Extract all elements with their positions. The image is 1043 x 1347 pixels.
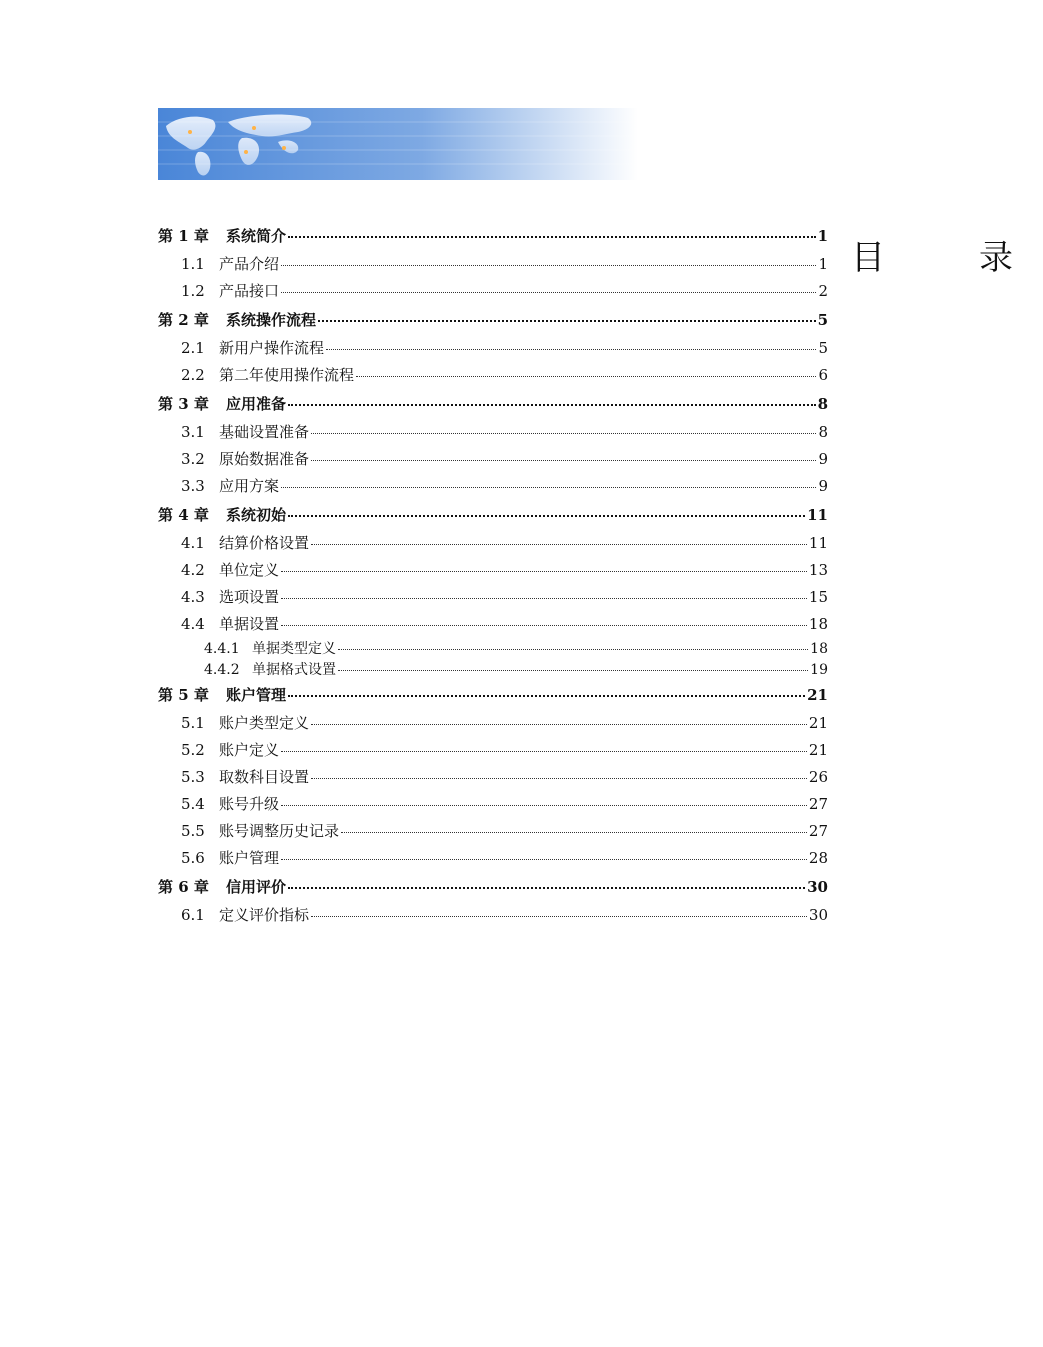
toc-entry-number: 6.1 [181,906,205,924]
toc-entry-chapter[interactable] [158,680,828,710]
toc-entry-page-number: 6 [818,366,828,384]
toc-entry-section[interactable] [158,791,828,818]
toc-entry-number: 第 2 章 [158,311,209,329]
toc-entry-number: 4.2 [181,561,205,579]
toc-dot-leader [281,790,807,806]
toc-entry-title: 新用户操作流程 [219,339,325,357]
toc-dot-leader [311,763,807,779]
toc-entry-title: 产品介绍 [219,255,280,273]
toc-entry-number: 3.1 [181,423,205,441]
toc-entry-page-number: 5 [818,339,828,357]
toc-entry-title: 应用准备 [226,395,287,413]
toc-dot-leader [311,418,816,434]
toc-entry-title: 账户定义 [219,741,280,759]
toc-entry-section[interactable] [158,557,828,584]
toc-entry-number: 3.3 [181,477,205,495]
toc-entry-chapter[interactable] [158,389,828,419]
toc-entry-title: 定义评价指标 [219,906,310,924]
toc-entry-page-number: 30 [807,878,828,896]
toc-entry-section[interactable] [158,584,828,611]
toc-entry-number: 5.5 [181,822,205,840]
toc-entry-section[interactable] [158,764,828,791]
toc-dot-leader [281,583,807,599]
toc-dot-leader [281,250,816,266]
toc-entry-number: 第 1 章 [158,227,209,245]
toc-entry-number: 3.2 [181,450,205,468]
toc-entry-title: 基础设置准备 [219,423,310,441]
toc-dot-leader [311,445,816,461]
toc-entry-number: 4.1 [181,534,205,552]
toc-entry-title: 原始数据准备 [219,450,310,468]
world-map-banner-image [158,108,638,180]
toc-entry-chapter[interactable] [158,872,828,902]
toc-entry-page-number: 26 [808,768,828,786]
toc-entry-page-number: 9 [818,477,828,495]
toc-entry-subsection[interactable] [158,659,828,680]
toc-entry-number: 5.4 [181,795,205,813]
toc-entry-title: 账号升级 [219,795,280,813]
toc-entry-number: 5.2 [181,741,205,759]
toc-entry-number: 5.6 [181,849,205,867]
toc-entry-title: 第二年使用操作流程 [219,366,355,384]
toc-entry-number: 4.3 [181,588,205,606]
toc-entry-title: 应用方案 [219,477,280,495]
toc-entry-section[interactable] [158,419,828,446]
toc-entry-section[interactable] [158,818,828,845]
toc-dot-leader [288,389,816,406]
toc-entry-number: 2.1 [181,339,205,357]
toc-dot-leader [281,736,807,752]
toc-dot-leader [288,221,816,238]
toc-dot-leader [356,361,816,377]
toc-entry-page-number: 15 [808,588,828,606]
toc-entry-number: 2.2 [181,366,205,384]
toc-entry-title: 账户管理 [219,849,280,867]
toc-entry-page-number: 11 [808,534,828,552]
toc-entry-number: 1.1 [181,255,205,273]
toc-dot-leader [281,472,816,488]
toc-entry-page-number: 21 [807,686,828,704]
toc-entry-page-number: 27 [808,822,828,840]
toc-entry-title: 账号调整历史记录 [219,822,340,840]
toc-entry-number: 4.4 [181,615,205,633]
toc-entry-page-number: 21 [808,714,828,732]
toc-entry-section[interactable] [158,530,828,557]
toc-dot-leader [281,610,807,626]
toc-dot-leader [288,872,805,889]
toc-entry-page-number: 8 [818,423,828,441]
toc-entry-section[interactable] [158,611,828,638]
toc-entry-number: 第 4 章 [158,506,209,524]
toc-dot-leader [318,305,816,322]
toc-entry-page-number: 9 [818,450,828,468]
toc-dot-leader [288,500,805,517]
toc-entry-chapter[interactable] [158,500,828,530]
toc-dot-leader [311,709,807,725]
toc-entry-title: 系统初始 [226,506,287,524]
toc-entry-section[interactable] [158,362,828,389]
toc-entry-page-number: 21 [808,741,828,759]
toc-entry-section[interactable] [158,473,828,500]
toc-entry-title: 结算价格设置 [219,534,310,552]
toc-entry-section[interactable] [158,335,828,362]
toc-dot-leader [281,556,807,572]
toc-entry-title: 系统简介 [226,227,287,245]
toc-entry-title: 单位定义 [219,561,280,579]
toc-entry-page-number: 5 [817,311,828,329]
toc-entry-page-number: 30 [808,906,828,924]
toc-entry-title: 单据格式设置 [252,662,336,678]
table-of-contents [158,221,828,929]
toc-entry-page-number: 19 [810,662,828,678]
toc-entry-page-number: 1 [817,227,828,245]
toc-dot-leader [341,817,807,833]
toc-entry-title: 选项设置 [219,588,280,606]
toc-entry-number: 1.2 [181,282,205,300]
toc-dot-leader [326,334,816,350]
toc-entry-section[interactable] [158,278,828,305]
toc-entry-title: 产品接口 [219,282,280,300]
toc-entry-title: 取数科目设置 [219,768,310,786]
toc-entry-section[interactable] [158,446,828,473]
toc-dot-leader [338,635,808,650]
toc-entry-page-number: 13 [808,561,828,579]
toc-entry-number: 第 5 章 [158,686,209,704]
toc-entry-section[interactable] [158,902,828,929]
toc-entry-number: 第 3 章 [158,395,209,413]
page-title: 目 录 [851,238,1043,278]
toc-entry-title: 单据类型定义 [252,641,336,657]
toc-entry-page-number: 1 [818,255,828,273]
toc-entry-chapter[interactable] [158,305,828,335]
toc-entry-section[interactable] [158,737,828,764]
toc-entry-page-number: 18 [808,615,828,633]
toc-dot-leader [281,277,816,293]
toc-dot-leader [311,901,807,917]
toc-entry-page-number: 28 [808,849,828,867]
toc-entry-title: 账户管理 [226,686,287,704]
toc-dot-leader [338,656,808,671]
toc-dot-leader [281,844,807,860]
toc-entry-title: 账户类型定义 [219,714,310,732]
toc-entry-title: 系统操作流程 [226,311,317,329]
toc-entry-section[interactable] [158,710,828,737]
toc-entry-title: 单据设置 [219,615,280,633]
toc-entry-page-number: 8 [817,395,828,413]
toc-entry-page-number: 2 [818,282,828,300]
toc-entry-number: 第 6 章 [158,878,209,896]
toc-entry-number: 5.3 [181,768,205,786]
toc-dot-leader [311,529,807,545]
toc-entry-page-number: 18 [810,641,828,657]
toc-entry-number: 5.1 [181,714,205,732]
toc-entry-number: 4.4.1 [204,641,240,657]
toc-entry-page-number: 11 [807,506,828,524]
toc-entry-title: 信用评价 [226,878,287,896]
toc-entry-number: 4.4.2 [204,662,240,678]
toc-entry-section[interactable] [158,845,828,872]
toc-entry-section[interactable] [158,251,828,278]
toc-dot-leader [288,680,805,697]
toc-entry-page-number: 27 [808,795,828,813]
toc-entry-chapter[interactable] [158,221,828,251]
